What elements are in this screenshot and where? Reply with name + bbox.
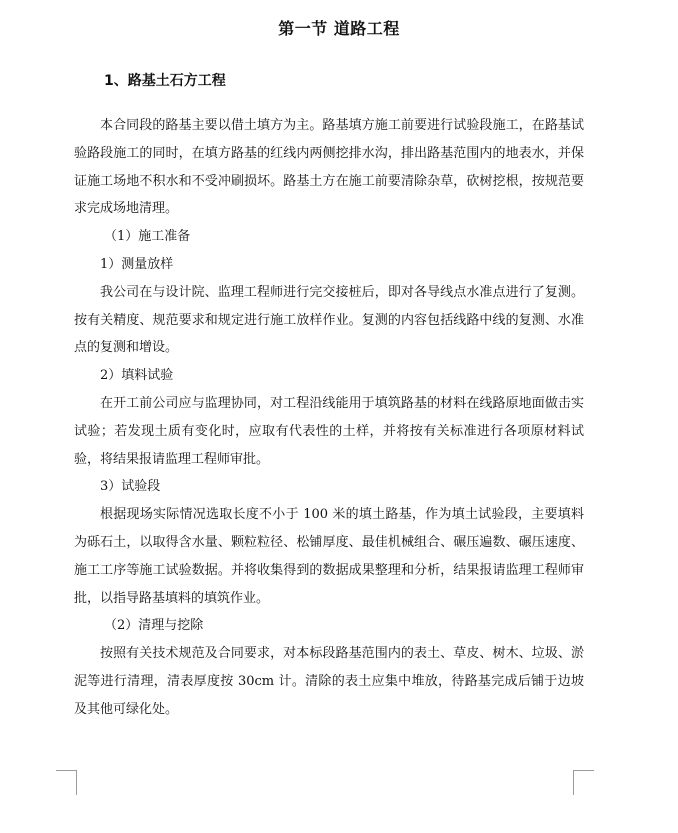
sec2-paragraph: 按照有关技术规范及合同要求，对本标段路基范围内的表土、草皮、树木、垃圾、淤泥等进行清理，清表厚度按 30cm 计。清除的表土应集中堆放，待路基完成后铺于边坡及其他可绿化处。 xyxy=(74,646,584,717)
sec1-2-title: 2）填料试验 xyxy=(100,368,174,384)
sec1-title: （1）施工准备 xyxy=(104,229,191,245)
sec1-1-paragraph: 我公司在与设计院、监理工程师进行完交接桩后，即对各导线点水准点进行了复测。按有关精度、规范要求和规定进行施工放样作业。复测的内容包括线路中线的复测、水准点的复测和增设。 xyxy=(74,284,584,356)
sec1-1-title: 1）测量放样 xyxy=(100,256,174,272)
page-margin-corner-right xyxy=(573,770,594,795)
sec1-2-paragraph: 在开工前公司应与监理协同，对工程沿线能用于填筑路基的材料在线路原地面做击实试验；若发现土质有变化时，应取有代表性的土样，并将按有关标准进行各项原材料试验，将结果报请监理工程师审批。 xyxy=(74,395,584,467)
document-body xyxy=(74,112,584,724)
intro-paragraph: 本合同段的路基主要以借土填方为主。路基填方施工前要进行试验段施工，在路基试验路段施工的同时，在填方路基的红线内两侧挖排水沟，排出路基范围内的地表水，并保证施工场地不积水和不受冲刷损坏。路基土方在施工前要清除杂草，砍树挖根，按规范要求完成场地清理。 xyxy=(74,118,584,217)
sec1-3-paragraph: 根据现场实际情况选取长度不小于 100 米的填土路基，作为填土试验段，主要填料为砾石土，以取得含水量、颗粒粒径、松铺厚度、最佳机械组合、碾压遍数、碾压速度、施工工序等施工试验数据。并将收集得到的数据成果整理和分析，结果报请监理工程师审批，以指导路基填料的填筑作业。 xyxy=(74,507,584,606)
subsection-heading: 1、路基土石方工程 xyxy=(104,73,226,89)
sec2-title: （2）清理与挖除 xyxy=(104,618,204,634)
page-margin-corner-left xyxy=(56,770,77,795)
section-title: 第一节 道路工程 xyxy=(278,19,400,38)
sec1-3-title: 3）试验段 xyxy=(100,479,161,495)
